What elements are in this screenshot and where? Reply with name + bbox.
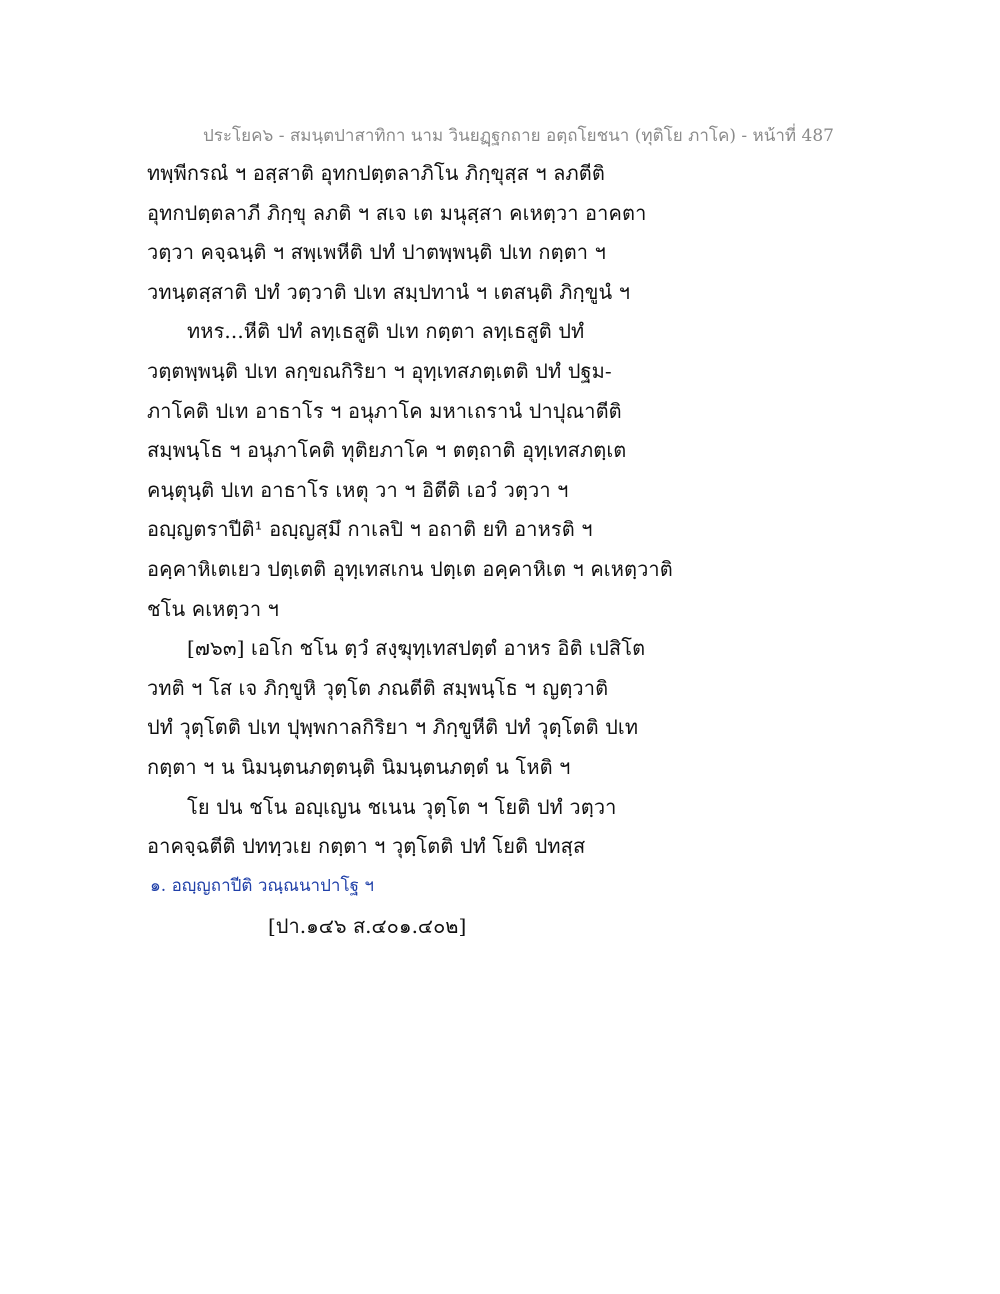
text-line: [๗๖๓] เอโก ชโน ตฺวํ สงฺฆุทฺเทสปตฺตํ อาหร อิติ เปสิโต: [187, 636, 646, 661]
text-line: โย ปน ชโน อญฺเญน ชเนน วุตฺโต ฯ โยติ ปทํ วตฺวา: [187, 794, 617, 819]
text-line: ทหร...หีติ ปทํ ลทฺเธสูติ ปเท กตฺตา ลทฺเธสูติ ปทํ: [187, 319, 585, 344]
text-line: สมฺพนฺโธ ฯ อนุภาโคติ ทุติยภาโค ฯ ตตฺถาติ อุทฺเทสภตฺเต: [147, 438, 627, 463]
text-line: ชโน คเหตฺวา ฯ: [147, 596, 279, 621]
text-line: อญฺญตราปีติ¹ อญฺญสฺมึ กาเลปิ ฯ อถาติ ยทิ อาหรติ ฯ: [147, 517, 593, 542]
footnote: ๑. อญฺญถาปีติ วณฺณนาปาโฐ ฯ: [150, 876, 374, 896]
text-line: กตฺตา ฯ น นิมนฺตนภตฺตนฺติ นิมนฺตนภตฺตํ น โหติ ฯ: [147, 754, 571, 779]
text-line: ภาโคติ ปเท อาธาโร ฯ อนุภาโค มหาเถรานํ ปาปุณาตีติ: [147, 398, 622, 423]
text-line: วทติ ฯ โส เจ ภิกฺขูหิ วุตฺโต ภณตีติ สมฺพนฺโธ ฯ ญตฺวาติ: [147, 675, 609, 700]
text-line: วทนฺตสฺสาติ ปทํ วตฺวาติ ปเท สมฺปทานํ ฯ เตสนฺติ ภิกฺขูนํ ฯ: [147, 279, 631, 304]
text-line: คนฺตุนฺติ ปเท อาธาโร เหตุ วา ฯ อิตีติ เอวํ วตฺวา ฯ: [147, 477, 569, 502]
text-line: วตฺตพฺพนฺติ ปเท ลกฺขณกิริยา ฯ อุทฺเทสภตฺเตติ ปทํ ปฐม-: [147, 358, 612, 383]
text-line: ปทํ วุตฺโตติ ปเท ปุพฺพกาลกิริยา ฯ ภิกฺขูหีติ ปทํ วุตฺโตติ ปเท: [147, 715, 639, 740]
page-reference: [ปา.๑๔๖ ส.๔๐๑.๔๐๒]: [268, 914, 467, 938]
text-line: อาคจฺฉตีติ ปททฺวเย กตฺตา ฯ วุตฺโตติ ปทํ โยติ ปทสฺส: [147, 834, 586, 859]
text-line: ทพฺพีกรณํ ฯ อสฺสาติ อุทกปตฺตลาภิโน ภิกฺขุสฺส ฯ ลภตีติ: [147, 161, 605, 185]
page-header: ประโยค๖ - สมนฺตปาสาทิกา นาม วินยฏฺฐกถาย อตฺถโยชนา (ทุติโย ภาโค) - หน้าที่ 487: [203, 126, 834, 146]
body-text: [147, 158, 707, 871]
text-line: วตฺวา คจฺฉนฺติ ฯ สพฺเพหีติ ปทํ ปาตพฺพนฺติ ปเท กตฺตา ฯ: [147, 240, 606, 265]
text-line: อคฺคาหิเตเยว ปตฺเตติ อุทฺเทสเกน ปตฺเต อคฺคาหิเต ฯ คเหตฺวาติ: [147, 556, 673, 581]
text-line: อุทกปตฺตลาภี ภิกฺขุ ลภติ ฯ สเจ เต มนุสฺสา คเหตฺวา อาคตา: [147, 200, 647, 225]
